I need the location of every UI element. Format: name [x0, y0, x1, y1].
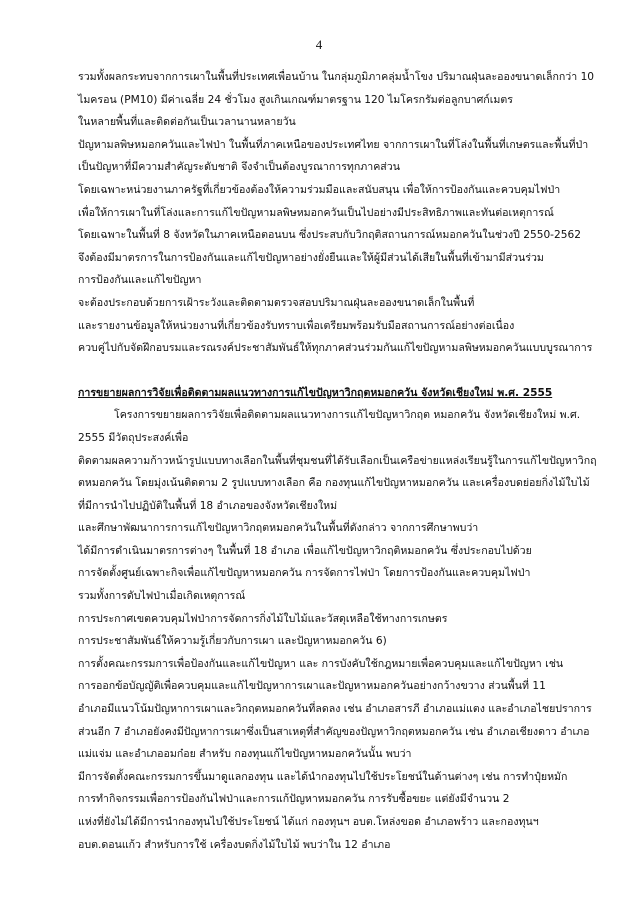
paragraph-haze-problem: [78, 66, 618, 360]
section-heading: การขยายผลการวิจัยเพื่อติดตามผลแนวทางการแก้ไขปัญหาวิกฤตหมอกควัน จังหวัดเชียงใหม่ พ.ศ. 2555: [78, 386, 553, 399]
text-line: ที่มีการนำไปปฏิบัติในพื้นที่ 18 อำเภอของจังหวัดเชียงใหม่: [78, 499, 338, 512]
text-line: โดยเฉพาะในพื้นที่ 8 จังหวัดในภาคเหนือตอนบน ซึ่งประสบกับวิกฤติสถานการณ์หมอกควันในช่วงปี 2550-2562: [78, 229, 581, 242]
text-line: การออกข้อบัญญัติเพื่อควบคุมและแก้ไขปัญหาการเผาและปัญหาหมอกควันอย่างกว้างขวาง ส่วนพื้นที่ 11: [78, 680, 546, 693]
text-line: การประชาสัมพันธ์ให้ความรู้เกี่ยวกับการเผา และปัญหาหมอกควัน 6): [78, 635, 387, 648]
text-line: รวมทั้งการดับไฟป่าเมื่อเกิดเหตุการณ์: [78, 590, 246, 603]
text-line: การจัดตั้งศูนย์เฉพาะกิจเพื่อแก้ไขปัญหาหมอกควัน การจัดการไฟป่า โดยการป้องกันและควบคุมไฟป่า: [78, 567, 531, 580]
text-line: มีการจัดตั้งคณะกรรมการขึ้นมาดูแลกองทุน และได้นำกองทุนไปใช้ประโยชน์ในด้านต่างๆ เช่น การทำปุ๋ยหมัก: [78, 770, 568, 783]
text-line: เป็นปัญหาที่มีความสำคัญระดับชาติ จึงจำเป็นต้องบูรณาการทุกภาคส่วน: [78, 161, 400, 174]
text-line: โดยเฉพาะหน่วยงานภาครัฐที่เกี่ยวข้องต้องให้ความร่วมมือและสนับสนุน เพื่อให้การป้องกันและควบคุมไฟป่า: [78, 183, 561, 196]
text-line: การตั้งคณะกรรมการเพื่อป้องกันและแก้ไขปัญหา และ การบังคับใช้กฎหมายเพื่อควบคุมและแก้ไขปัญหา เช่น: [78, 657, 564, 670]
text-line: ไมครอน (PM10) มีค่าเฉลี่ย 24 ชั่วโมง สูงเกินเกณฑ์มาตรฐาน 120 ไมโครกรัมต่อลูกบาศก์เมตร: [78, 93, 513, 106]
text-line: และรายงานข้อมูลให้หน่วยงานที่เกี่ยวข้องรับทราบเพื่อเตรียมพร้อมรับมือสถานการณ์อย่างต่อเนื่อง: [78, 319, 515, 332]
text-line: จึงต้องมีมาตรการในการป้องกันและแก้ไขปัญหาอย่างยั่งยืนและให้ผู้มีส่วนได้เสียในพื้นที่เข้ามามีส่วนร่วม: [78, 251, 544, 264]
text-line: 2555 มีวัตถุประสงค์เพื่อ: [78, 431, 189, 444]
text-line: อำเภอมีแนวโน้มปัญหาการเผาและวิกฤตหมอกควันที่ลดลง เช่น อำเภอสารภี อำเภอแม่แตง และอำเภอไชยปราการ: [78, 703, 592, 716]
text-line: การทำกิจกรรมเพื่อการป้องกันไฟป่าและการแก้ปัญหาหมอกควัน การรับซื้อขยะ แต่ยังมีจำนวน 2: [78, 793, 510, 806]
text-line: จะต้องประกอบด้วยการเฝ้าระวังและติดตามตรวจสอบปริมาณฝุ่นละอองขนาดเล็กในพื้นที่: [78, 296, 475, 309]
paragraph-research-followup: [78, 404, 618, 856]
text-line: การประกาศเขตควบคุมไฟป่าการจัดการกิ่งไม้ใบไม้และวัสดุเหลือใช้ทางการเกษตร: [78, 612, 448, 625]
text-line: แม่แจ่ม และอำเภออมก๋อย สำหรับ กองทุนแก้ไขปัญหาหมอกควันนั้น พบว่า: [78, 748, 412, 761]
text-line: ได้มีการดำเนินมาตรการต่างๆ ในพื้นที่ 18 อำเภอ เพื่อแก้ไขปัญหาวิกฤติหมอกควัน ซึ่งประกอบไปด้วย: [78, 544, 532, 557]
text-line: ติดตามผลความก้าวหน้ารูปแบบทางเลือกในพื้นที่ชุมชนที่ได้รับเลือกเป็นเครือข่ายแหล่งเรียนรู้ในการแก้ไขปัญหาวิกฤ: [78, 454, 597, 467]
text-line: โครงการขยายผลการวิจัยเพื่อติดตามผลแนวทางการแก้ไขปัญหาวิกฤต หมอกควัน จังหวัดเชียงใหม่ พ.ศ.: [114, 409, 581, 422]
text-line: ในหลายพื้นที่และติดต่อกันเป็นเวลานานหลายวัน: [78, 116, 296, 129]
text-line: เพื่อให้การเผาในที่โล่งและการแก้ไขปัญหามลพิษหมอกควันเป็นไปอย่างมีประสิทธิภาพและทันต่อเหตุการณ์: [78, 206, 554, 219]
text-line: ควบคู่ไปกับจัดฝึกอบรมและรณรงค์ประชาสัมพันธ์ให้ทุกภาคส่วนร่วมกันแก้ไขปัญหามลพิษหมอกควันแบบบูรณาการ: [78, 342, 593, 355]
text-line: ตหมอกควัน โดยมุ่งเน้นติดตาม 2 รูปแบบทางเลือก คือ กองทุนแก้ไขปัญหาหมอกควัน และเครื่องบดย่อยกิ่งไม้ใบไม้: [78, 477, 590, 490]
page-content: [78, 66, 618, 856]
text-line: ส่วนอีก 7 อำเภอยังคงมีปัญหาการเผาซึ่งเป็นสาเหตุที่สำคัญของปัญหาวิกฤตหมอกควัน เช่น อำเภอเชียงดาว อำเภอ: [78, 725, 590, 738]
text-line: แห่งที่ยังไม่ได้มีการนำกองทุนไปใช้ประโยชน์ ได้แก่ กองทุนฯ อบต.โหล่งขอด อำเภอพร้าว และกองทุนฯ: [78, 816, 539, 828]
page-number: 4: [315, 37, 323, 52]
text-line: รวมทั้งผลกระทบจากการเผาในพื้นที่ประเทศเพื่อนบ้าน ในกลุ่มภูมิภาคลุ่มน้ำโขง ปริมาณฝุ่นละอองขนาดเล็กกว่า 10: [78, 71, 595, 83]
text-line: อบต.ดอนแก้ว สำหรับการใช้ เครื่องบดกิ่งไม้ใบไม้ พบว่าใน 12 อำเภอ: [78, 838, 391, 851]
text-line: และศึกษาพัฒนาการการแก้ไขปัญหาวิกฤตหมอกควันในพื้นที่ดังกล่าว จากการศึกษาพบว่า: [78, 522, 479, 535]
section-spacer: [78, 360, 618, 382]
text-line: การป้องกันและแก้ไขปัญหา: [78, 274, 202, 287]
text-line: ปัญหามลพิษหมอกควันและไฟป่า ในพื้นที่ภาคเหนือของประเทศไทย จากการเผาในที่โล่งในพื้นที่เกษตรและพื้นที่ป่า: [78, 138, 589, 151]
